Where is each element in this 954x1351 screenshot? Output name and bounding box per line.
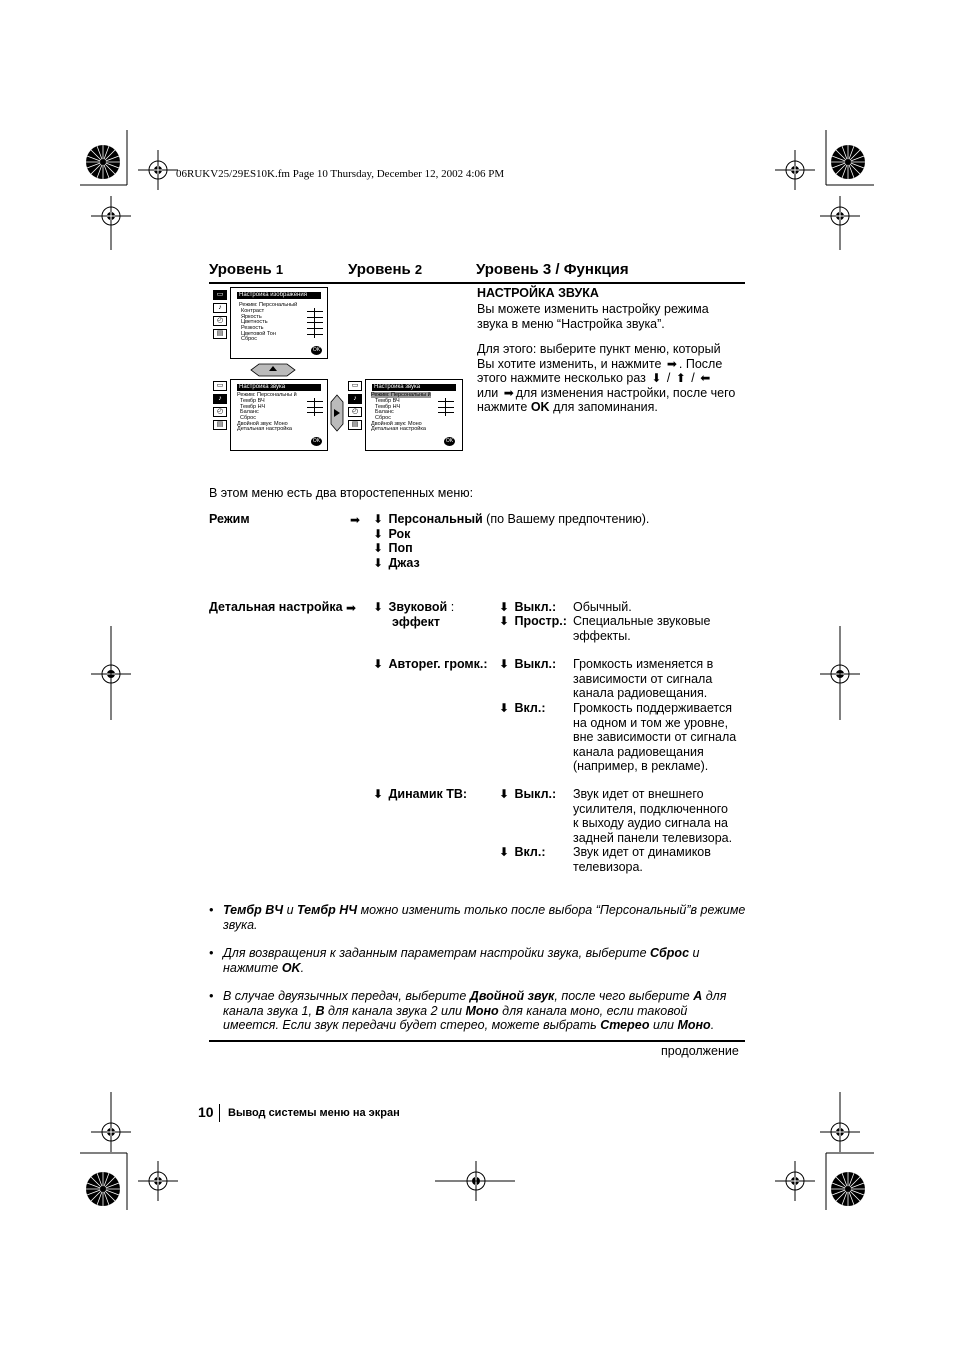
option-name: Поп (388, 541, 413, 555)
menu3-line: Двойной звук: Моно (371, 421, 422, 427)
speaker-label: Динамик ТВ: (388, 787, 468, 801)
text-line: усилителя, подключенного (573, 801, 728, 816)
text-line: зависимости от сигнала (573, 671, 713, 686)
picture-icon: ▭ (213, 381, 227, 391)
menu2-sidebar (213, 381, 227, 433)
note-text: В случае двуязычных передач, выберите (223, 989, 467, 1003)
menu1-title: Настройка изображения (237, 292, 321, 299)
text-line (371, 600, 454, 615)
text-line: к выходу аудио сигнала на (573, 816, 728, 830)
menu3-sound-settings (365, 379, 463, 451)
detail-label: Детальная настройка (209, 600, 343, 614)
level-1-number: 1 (275, 262, 284, 277)
function-heading: НАСТРОЙКА ЗВУКА (477, 286, 599, 300)
down-arrow-icon: ⬇ (498, 787, 510, 801)
mode-option (371, 527, 649, 542)
left-arrow-icon: ⬅ (700, 371, 711, 385)
down-arrow-icon: ⬇ (498, 600, 510, 614)
note-term: Моно (677, 1018, 711, 1032)
note-text: . (300, 960, 305, 975)
text-line (477, 400, 747, 415)
text-line: этого нажмите несколько раз ⬇ / ⬆ / ⬅ (477, 371, 711, 385)
note-text: . (710, 1018, 715, 1032)
speaker-item (371, 787, 467, 802)
ok-button-icon: OK (312, 438, 321, 444)
level-2-word: Уровень (348, 261, 411, 278)
menu1-line: Сброс (241, 336, 257, 342)
down-arrow-icon: ⬇ (372, 555, 384, 570)
down-arrow-icon: ⬇ (498, 657, 510, 671)
note-3 (223, 989, 748, 1033)
text-fragment: для запоминания. (553, 400, 658, 414)
bullet-icon: • (209, 946, 214, 960)
footer-title: Вывод системы меню на экран (228, 1107, 400, 1119)
slider (307, 322, 323, 323)
menu3-line: Тембр НЧ (375, 404, 401, 410)
down-arrow-icon: ⬇ (498, 614, 510, 628)
note-text: и (286, 903, 294, 917)
menu1-line: Цветовой Тон (241, 331, 276, 337)
ok-button-icon: OK (312, 347, 321, 353)
text-fragment: этого нажмите несколько раз (477, 371, 646, 385)
effect-off-label (497, 600, 556, 615)
level-1-word: Уровень (209, 261, 272, 278)
note-text: для канала звука 2 или (327, 1003, 462, 1018)
right-nav-icon (330, 394, 344, 432)
slider (307, 328, 323, 329)
level-1-heading (209, 261, 283, 278)
bullet-icon: • (209, 903, 214, 917)
timer-icon: ◴ (348, 407, 362, 417)
menu3-line: Режим: Персональны й (371, 392, 431, 398)
footer-divider (219, 1104, 220, 1122)
option-name: Вкл.: (514, 845, 546, 859)
option-name: Простр.: (514, 614, 567, 628)
slider (307, 311, 323, 312)
menu3-sidebar (348, 381, 362, 433)
continued-label: продолжение (661, 1044, 739, 1058)
down-arrow-icon: ⬇ (372, 541, 384, 555)
note-term: Моно (465, 1003, 499, 1018)
text-line: канала радиовещания (573, 744, 704, 759)
timer-icon: ◴ (213, 316, 227, 326)
slider (307, 334, 323, 335)
slider (438, 412, 454, 413)
note-text: Для возвращения к заданным параметрам настройки звука, выберите (223, 946, 647, 960)
text-line: Звук идет от динамиков (573, 845, 711, 859)
note-term: OK (281, 960, 301, 975)
heading-rule (209, 282, 745, 284)
note-text: канала звука 1, (223, 1003, 312, 1018)
option-name: Вкл.: (514, 701, 546, 715)
up-arrow-icon: ⬆ (675, 371, 686, 385)
text-line: вне зависимости от сигнала (573, 730, 737, 744)
sound-icon: ♪ (213, 303, 227, 313)
text-line (477, 386, 747, 401)
text-line: Специальные звуковые (573, 614, 711, 628)
menu3-line: Детальная настройка (371, 426, 426, 432)
menu2-line: Двойной звук: Моно (237, 421, 288, 427)
note-term: A (693, 989, 703, 1003)
text-fragment: нажмите (477, 400, 528, 414)
down-arrow-icon: ⬇ (372, 657, 384, 671)
slider (307, 401, 323, 402)
effect-off-desc: Обычный. (573, 600, 632, 614)
option-name: Джаз (388, 555, 420, 570)
note-text: для (705, 989, 727, 1003)
speaker-on-label (497, 845, 546, 860)
setup-icon: ▤ (213, 420, 227, 430)
down-arrow-icon: ⬇ (498, 845, 510, 859)
slider (307, 407, 323, 408)
mode-option (371, 556, 649, 571)
effect-item (371, 600, 454, 629)
speaker-off-label (497, 787, 556, 802)
option-name: Рок (388, 526, 411, 541)
down-arrow-icon: ⬇ (372, 600, 384, 614)
note-term: Тембр ВЧ (223, 903, 284, 917)
menu3-line: Тембр ВЧ (375, 398, 400, 404)
text-line: эффекты. (573, 628, 631, 643)
down-arrow-icon: ⬇ (372, 787, 384, 801)
menu2-line: Тембр ВЧ (240, 398, 265, 404)
mode-label: Режим (209, 512, 250, 526)
down-nav-icon (249, 363, 297, 377)
menu1-line: Резкость (241, 325, 264, 331)
right-arrow-icon: ➡ (345, 601, 357, 615)
option-name: Выкл.: (514, 657, 557, 671)
effect-surround-label (497, 614, 567, 629)
function-paragraph-2 (477, 342, 747, 415)
slider (438, 407, 454, 408)
note-text: , после чего выберите (554, 989, 690, 1003)
menu1-line: Яркость (241, 314, 262, 320)
note-text: для канала моно, если таковой (502, 1003, 688, 1018)
text-fragment: . После (678, 356, 723, 371)
avl-on-desc (573, 701, 736, 774)
menu3-title: Настройка звука (372, 384, 456, 391)
text-fragment: для изменения настройки, после чего (515, 385, 736, 400)
menu2-sound-settings (230, 379, 328, 451)
note-text: имеется. Если звук передачи будет стерео, можете выбрать (223, 1018, 597, 1032)
text-line: звука в меню “Настройка звука”. (477, 316, 665, 331)
slider (438, 401, 454, 402)
note-term: Тембр НЧ (297, 903, 358, 917)
menu2-line: Детальная настройка (237, 426, 292, 432)
menu2-line: Баланс (240, 409, 259, 415)
avl-off-desc (573, 657, 713, 701)
picture-icon: ▭ (348, 381, 362, 391)
ok-key-label: OK (530, 400, 550, 414)
ok-button-icon: OK (445, 438, 454, 444)
menu1-sidebar (213, 290, 227, 342)
menu1-line: Режим: Персональный (239, 302, 298, 308)
note-text: или (653, 1018, 674, 1032)
menu2-title: Настройка звука (237, 384, 321, 391)
level-2-heading (348, 261, 422, 278)
text-line: Громкость поддерживается (573, 701, 732, 715)
note-text: можно изменить только после выбора “Персональный”в режиме (360, 903, 746, 917)
avl-on-label (497, 701, 546, 716)
bottom-rule (209, 1040, 745, 1042)
option-note: (по Вашему предпочтению). (486, 512, 650, 526)
option-name: Персональный (388, 512, 483, 526)
mode-option (371, 541, 649, 556)
effect-label-1: Звуковой (388, 600, 448, 614)
avl-label: Авторег. громк.: (388, 657, 488, 671)
page-number: 10 (198, 1104, 214, 1120)
text-line: Звук идет от внешнего (573, 787, 704, 801)
menu2-line: Тембр НЧ (240, 404, 266, 410)
right-arrow-icon: ➡ (349, 513, 361, 527)
option-name: Выкл.: (514, 787, 557, 801)
text-line: задней панели телевизора. (573, 830, 733, 845)
avl-off-label (497, 657, 556, 672)
text-fragment: Вы хотите изменить, и нажмите (477, 356, 662, 371)
right-arrow-icon: ➡ (666, 356, 677, 371)
picture-icon: ▭ (213, 290, 227, 300)
note-2 (223, 946, 748, 975)
note-text: и (692, 946, 700, 960)
mode-option (371, 512, 649, 527)
setup-icon: ▤ (213, 329, 227, 339)
effect-colon: : (450, 600, 455, 614)
menu3-line: Сброс (375, 415, 391, 421)
down-arrow-icon: ⬇ (372, 512, 384, 526)
menu1-line: Цветность (241, 319, 268, 325)
text-line: телевизора. (573, 859, 643, 874)
option-name: Выкл.: (514, 600, 557, 614)
effect-surround-desc (573, 614, 710, 643)
right-arrow-icon: ➡ (503, 385, 514, 400)
text-line: (например, в рекламе). (573, 759, 709, 773)
level-3-heading: Уровень 3 / Функция (476, 261, 629, 278)
menu1-line: Контраст (241, 308, 265, 314)
slider (307, 412, 323, 413)
speaker-on-desc (573, 845, 711, 874)
file-header: 06RUKV25/29ES10K.fm Page 10 Thursday, December 12, 2002 4:06 PM (176, 168, 505, 180)
note-text: нажмите (223, 960, 279, 975)
note-term: Двойной звук (469, 989, 555, 1003)
note-term: Стерео (600, 1018, 650, 1032)
text-line (477, 357, 747, 372)
down-arrow-icon: ⬇ (372, 526, 384, 541)
sound-icon: ♪ (213, 394, 227, 404)
note-text: звука. (223, 917, 258, 932)
menu3-line: Баланс (375, 409, 394, 415)
bullet-icon: • (209, 989, 214, 1003)
down-arrow-icon: ⬇ (498, 701, 510, 715)
text-line: Вы можете изменить настройку режима (477, 302, 709, 316)
speaker-off-desc (573, 787, 732, 845)
sound-icon: ♪ (348, 394, 362, 404)
text-line: Громкость изменяется в (573, 657, 714, 671)
slider (307, 317, 323, 318)
text-line: канала радиовещания. (573, 686, 708, 700)
function-paragraph-1 (477, 302, 709, 331)
note-term: Сброс (650, 946, 690, 960)
avl-item (371, 657, 488, 672)
mode-options (371, 512, 649, 570)
note-1 (223, 903, 748, 932)
level-2-number: 2 (414, 262, 423, 277)
setup-icon: ▤ (348, 420, 362, 430)
timer-icon: ◴ (213, 407, 227, 417)
menu2-line: Сброс (240, 415, 256, 421)
menu2-line: Режим: Персональны й (237, 392, 297, 398)
menu1-picture-settings (230, 287, 328, 359)
note-term: B (315, 1003, 325, 1018)
text-line: Для этого: выберите пункт меню, который (477, 342, 721, 356)
down-arrow-icon: ⬇ (651, 371, 662, 385)
intro-text: В этом меню есть два второстепенных меню: (209, 486, 474, 500)
text-fragment: или (477, 385, 499, 400)
effect-label-2: эффект (392, 614, 440, 629)
text-line: на одном и том же уровне, (573, 715, 729, 730)
text-line (371, 615, 454, 630)
